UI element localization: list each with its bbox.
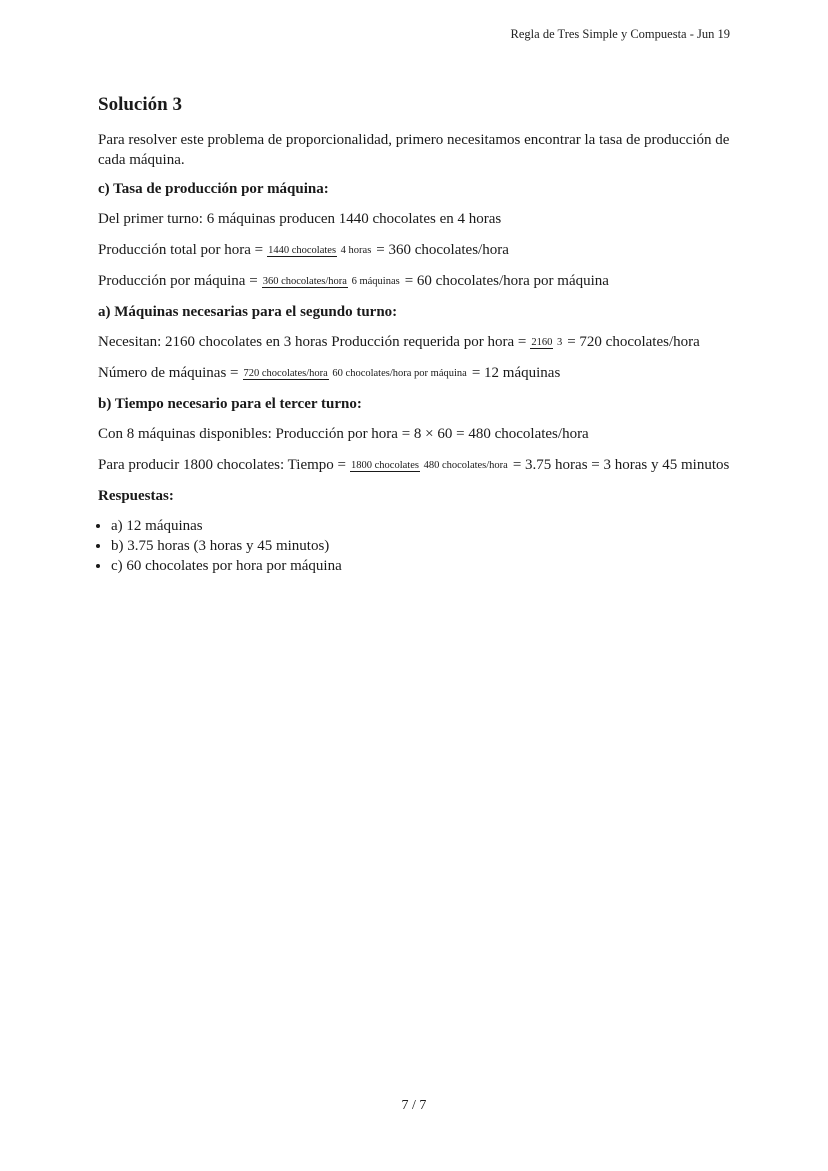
section-c-line-3 (98, 271, 738, 291)
solution-content (98, 94, 738, 576)
list-item: • c) 60 chocolates por hora por máquina (111, 556, 738, 576)
equation-result: = 60 chocolates/hora por máquina (404, 273, 609, 289)
equation-prefix: Producción por máquina = (98, 273, 258, 289)
fraction-numerator: 2160 (531, 336, 553, 348)
fraction-denominator: 3 (556, 336, 563, 348)
running-header: Regla de Tres Simple y Compuesta - Jun 19 (510, 27, 730, 41)
answers-heading: Respuestas: (98, 488, 174, 504)
fraction (350, 460, 509, 471)
fraction (530, 337, 563, 348)
page-number: 7 / 7 (401, 1098, 427, 1113)
fraction-numerator: 360 chocolates/hora (262, 275, 347, 287)
equation-result: = 360 chocolates/hora (376, 242, 509, 258)
list-item: • b) 3.75 horas (3 horas y 45 minutos) (111, 536, 738, 556)
section-b-line-1: Con 8 máquinas disponibles: Producción por hora = 8 × 60 = 480 chocolates/hora (98, 426, 589, 442)
fraction-numerator: 720 chocolates/hora (243, 367, 328, 379)
equation-result: = 720 chocolates/hora (567, 334, 700, 350)
answers-list (98, 516, 738, 576)
section-c-line-2 (98, 240, 738, 260)
fraction-denominator: 6 máquinas (351, 275, 400, 287)
fraction (243, 368, 468, 379)
section-a-heading: a) Máquinas necesarias para el segundo turno: (98, 304, 398, 320)
equation-prefix: Número de máquinas = (98, 365, 239, 381)
section-c-heading: c) Tasa de producción por máquina: (98, 181, 329, 197)
fraction-denominator: 480 chocolates/hora (423, 459, 508, 471)
intro-paragraph: Para resolver este problema de proporcionalidad, primero necesitamos encontrar la tasa de producción de cada máquina. (98, 132, 730, 168)
fraction-denominator: 60 chocolates/hora por máquina (332, 367, 467, 379)
fraction-numerator: 1440 chocolates (268, 244, 337, 256)
fraction (267, 245, 372, 256)
section-a-line-1 (98, 332, 738, 352)
section-b-line-2 (98, 455, 738, 475)
equation-result: = 12 máquinas (471, 365, 561, 381)
solution-title: Solución 3 (98, 94, 182, 115)
section-c-line-1: Del primer turno: 6 máquinas producen 1440 chocolates en 4 horas (98, 211, 502, 227)
equation-prefix: Para producir 1800 chocolates: Tiempo = (98, 457, 347, 473)
fraction-numerator: 1800 chocolates (351, 459, 419, 471)
fraction (262, 276, 401, 287)
equation-prefix: Necesitan: 2160 chocolates en 3 horas Producción requerida por hora = (98, 334, 527, 350)
section-a-line-2 (98, 363, 738, 383)
fraction-denominator: 4 horas (340, 244, 372, 256)
section-b-heading: b) Tiempo necesario para el tercer turno: (98, 396, 362, 412)
list-item: • a) 12 máquinas (111, 516, 738, 536)
equation-result: = 3.75 horas = 3 horas y 45 minutos (512, 457, 730, 473)
equation-prefix: Producción total por hora = (98, 242, 264, 258)
